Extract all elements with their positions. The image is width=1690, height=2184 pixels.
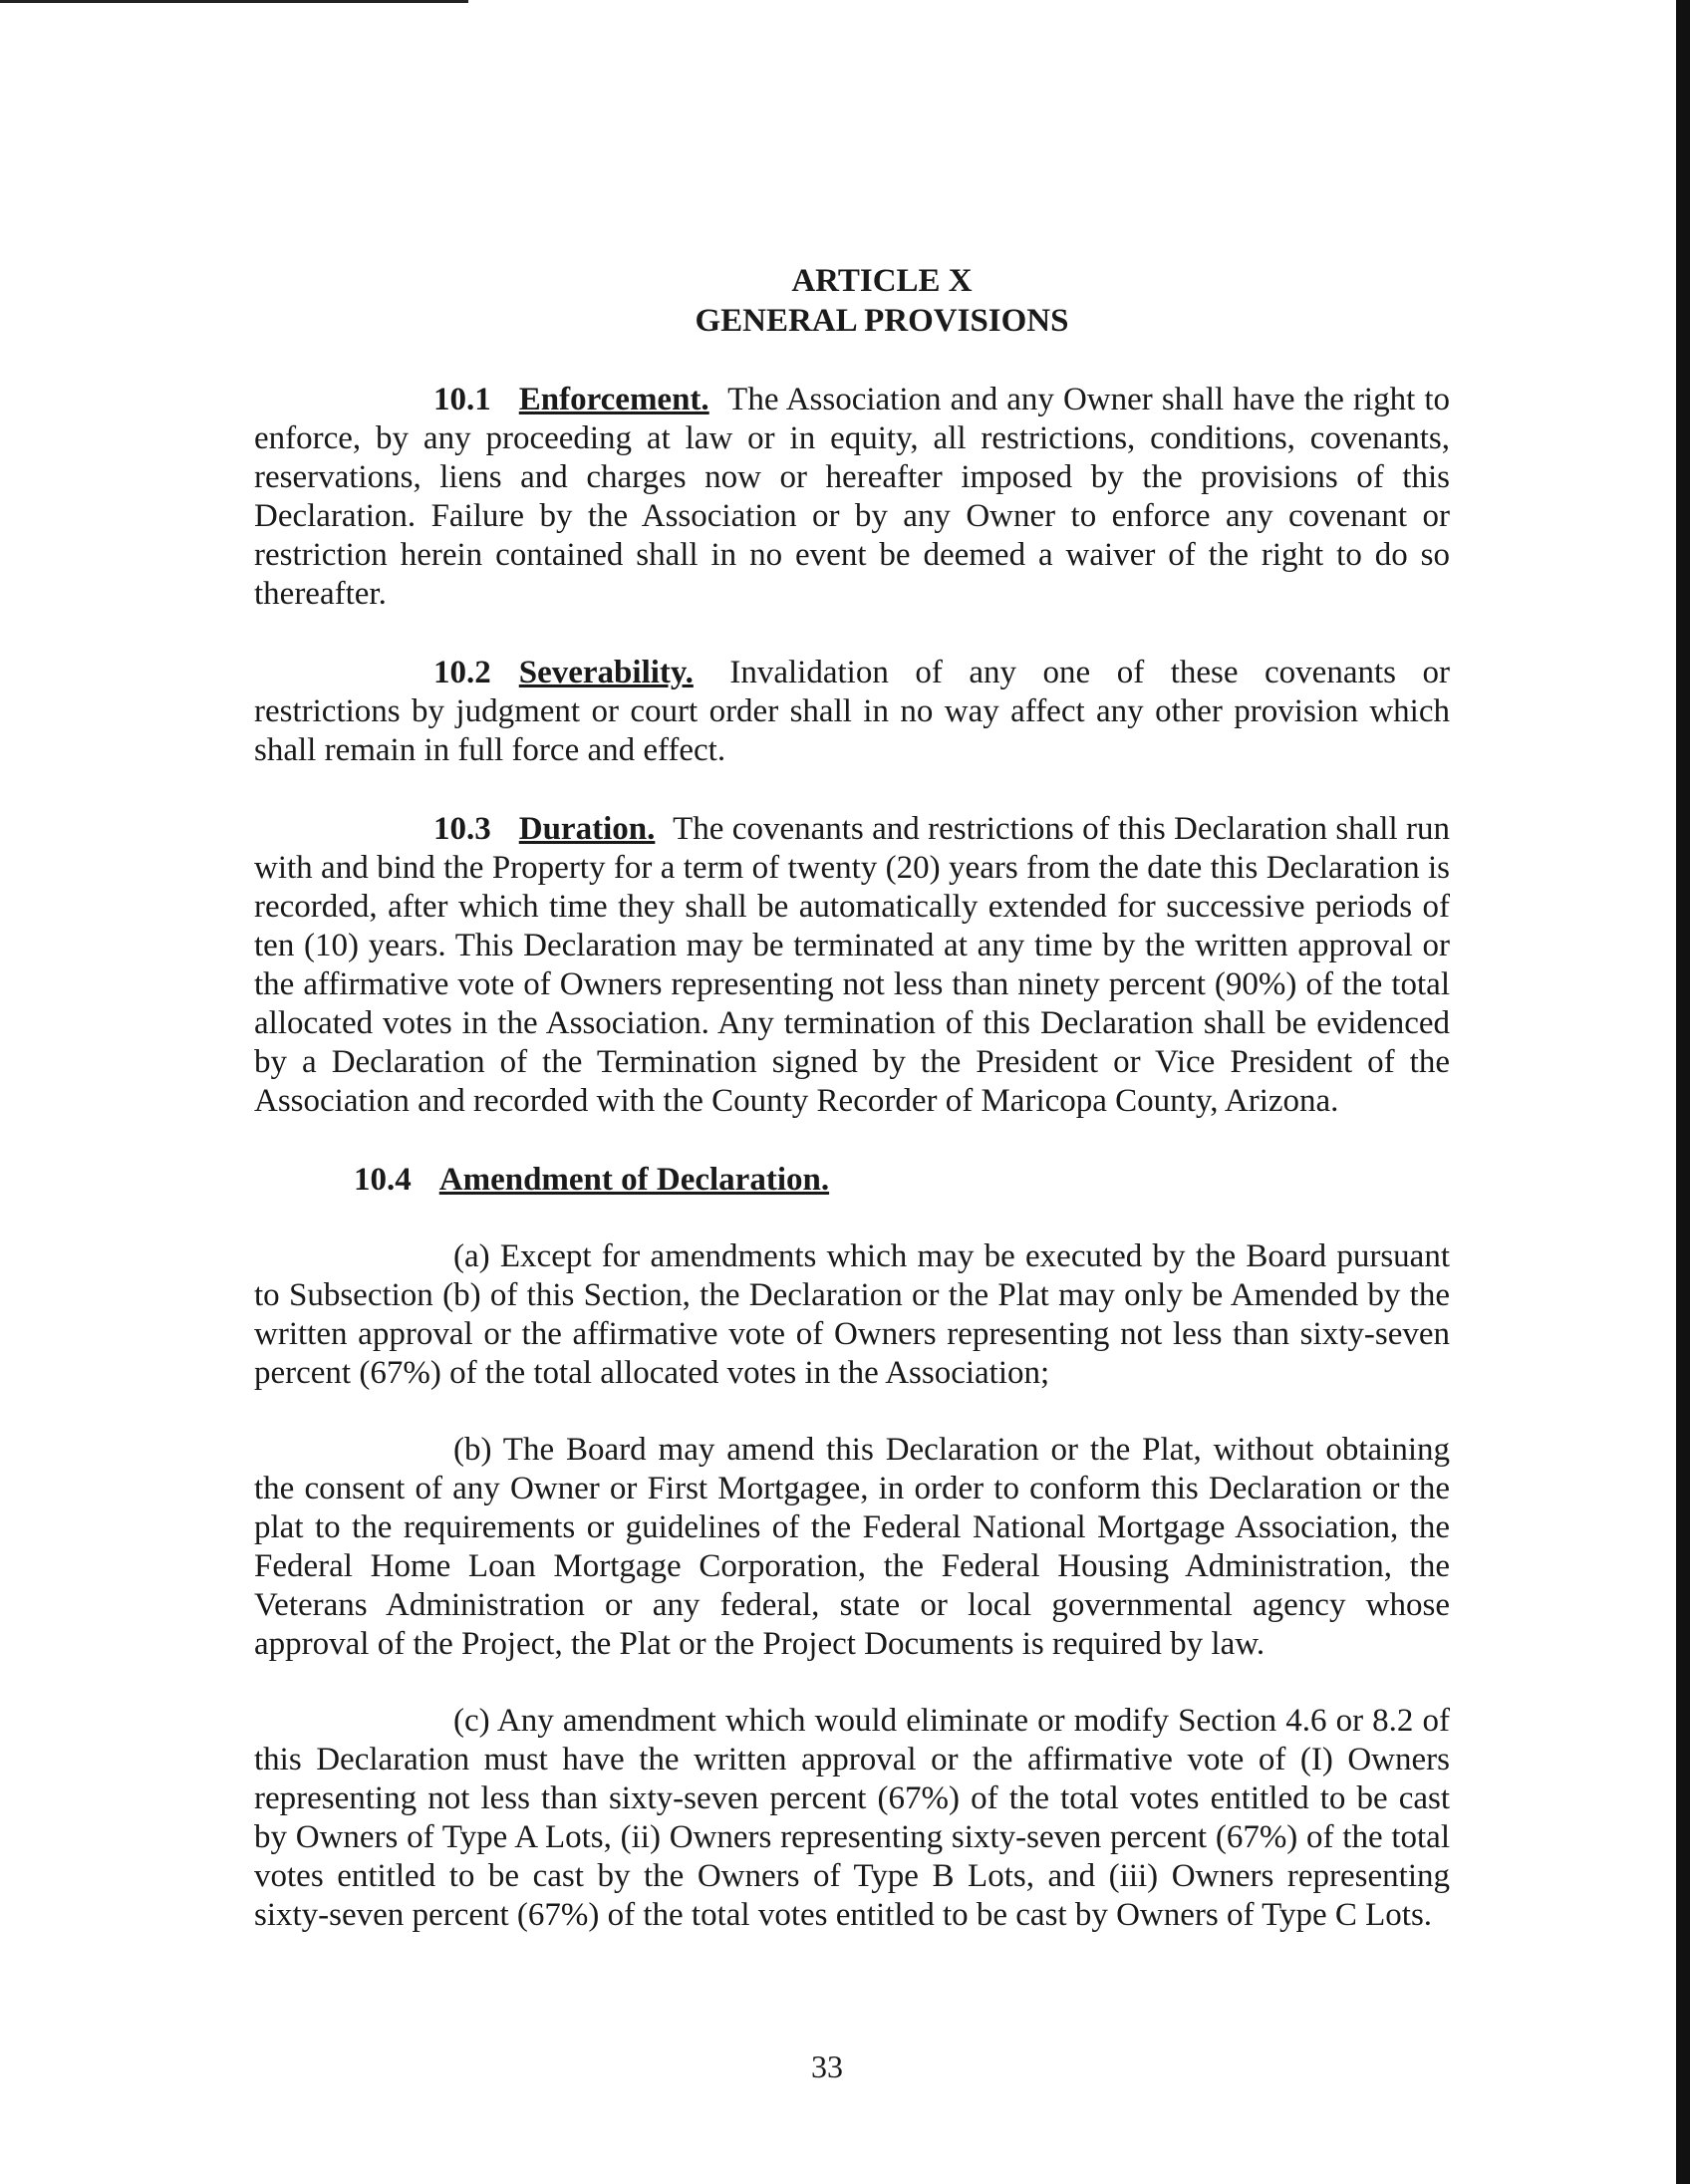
section-paragraph (254, 381, 1450, 614)
article-title: GENERAL PROVISIONS (695, 303, 1069, 339)
section-paragraph (254, 654, 1450, 770)
section-10-2 (254, 654, 1450, 770)
scan-artifact-right-edge (1676, 0, 1690, 2184)
section-paragraph (254, 810, 1450, 1121)
section-10-3 (254, 810, 1450, 1121)
section-title: Duration. (518, 811, 656, 847)
subsection-text: (a) Except for amendments which may be executed by the Board pursuant to Subsection (b) of this Section, the Declaration or the Plat may only be Amended by the written approval or the affirmative vote of Owners representing not less than sixty-seven percent (67%) of the total allocated votes in the Association; (254, 1238, 1450, 1391)
subsection-c (254, 1702, 1450, 1935)
section-number: 10.3 (433, 811, 491, 847)
article-number: ARTICLE X (791, 263, 973, 299)
scan-artifact-top-line (0, 0, 468, 3)
section-number: 10.2 (433, 655, 491, 690)
section-title: Amendment of Declaration. (438, 1162, 830, 1198)
section-number: 10.4 (354, 1162, 412, 1198)
subsection-a (254, 1237, 1450, 1393)
section-text: The covenants and restrictions of this Declaration shall run with and bind the Property for a term of twenty (20) years from the date this Declaration is recorded, after which time they shall be automatically extended for successive periods of ten (10) years. This Declaration may be terminated at any time by the written approval or the affirmative vote of Owners representing not less than ninety percent (90%) of the total allocated votes in the Association. Any termination of this Declaration shall be evidenced by a Declaration of the Termination signed by the President or Vice President of the Association and recorded with the County Recorder of Maricopa County, Arizona. (254, 811, 1451, 1119)
subsection-b (254, 1431, 1450, 1664)
page-number: 33 (811, 2048, 843, 2084)
section-10-1 (254, 381, 1450, 614)
section-text: The Association and any Owner shall have the right to enforce, by any proceeding at law or in equity, all restrictions, conditions, covenants, reservations, liens and charges now or hereafter imposed by the provisions of this Declaration. Failure by the Association or by any Owner to enforce any covenant or restriction herein contained shall in no event be deemed a waiver of the right to do so thereafter. (254, 382, 1450, 612)
section-text: Invalidation of any one of these covenants or restrictions by judgment or court order shall in no way affect any other provision which shall remain in full force and effect. (254, 655, 1450, 768)
subsection-text: (c) Any amendment which would eliminate or modify Section 4.6 or 8.2 of this Declaration must have the written approval or the affirmative vote of (I) Owners representing not less than sixty-seven percent (67%) of the total votes entitled to be cast by Owners of Type A Lots, (ii) Owners representing sixty-seven percent (67%) of the total votes entitled to be cast by the Owners of Type B Lots, and (iii) Owners representing sixty-seven percent (67%) of the total votes entitled to be cast by Owners of Type C Lots. (254, 1703, 1450, 1933)
document-body (254, 261, 1450, 1935)
section-number: 10.1 (433, 382, 491, 417)
section-title: Enforcement. (518, 382, 709, 417)
subsection-text: (b) The Board may amend this Declaration or the Plat, without obtaining the consent of any Owner or First Mortgagee, in order to conform this Declaration or the plat to the requirements or guidelines of the Federal National Mortgage Association, the Federal Home Loan Mortgage Corporation, the Federal Housing Administration, the Veterans Administration or any federal, state or local governmental agency whose approval of the Project, the Plat or the Project Documents is required by law. (254, 1432, 1450, 1662)
section-10-4 (254, 1161, 1450, 1200)
section-title: Severability. (518, 655, 694, 690)
